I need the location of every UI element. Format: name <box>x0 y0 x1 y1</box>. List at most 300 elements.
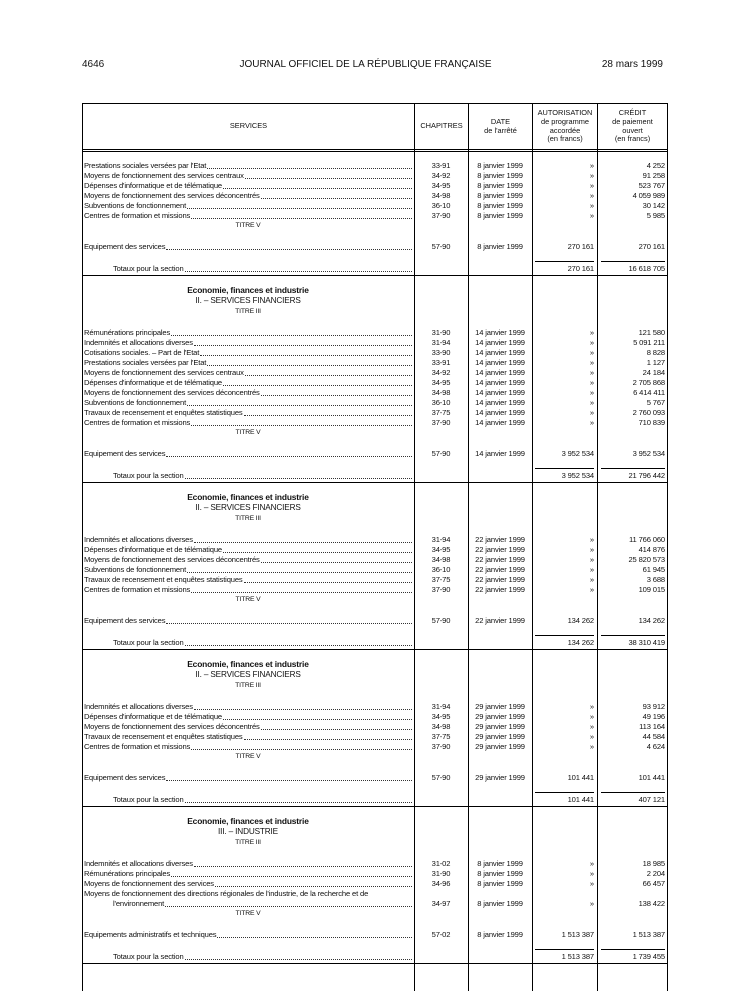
table-row <box>83 722 667 732</box>
credit-cell: 523 767 <box>638 181 665 190</box>
autorisation-total: 134 262 <box>567 638 594 647</box>
chapitre-cell: 34-95 <box>431 712 451 721</box>
credit-cell: 5 985 <box>646 211 665 220</box>
service-text: Centres de formation et missions <box>84 418 191 427</box>
credit-cell: 3 952 534 <box>632 449 665 458</box>
date-cell: 22 janvier 1999 <box>475 535 525 544</box>
section-row <box>83 503 667 513</box>
autorisation-cell: » <box>589 712 594 721</box>
totals-rule <box>601 261 665 262</box>
totals-rule <box>601 468 665 469</box>
autorisation-cell: 134 262 <box>567 616 594 625</box>
service-label <box>84 722 412 732</box>
table-row <box>83 732 667 742</box>
date-cell: 8 janvier 1999 <box>477 161 523 170</box>
chapitre-cell: 57-90 <box>431 773 451 782</box>
page-header <box>0 0 731 80</box>
dot-leader <box>261 191 412 199</box>
autorisation-cell: » <box>589 555 594 564</box>
service-text: Prestations sociales versées par l'Etat <box>84 161 207 170</box>
table-row <box>83 242 667 252</box>
credit-cell: 113 164 <box>639 722 665 731</box>
autorisation-total: 1 513 387 <box>561 952 594 961</box>
autorisation-cell: » <box>589 899 594 908</box>
credit-cell: 6 414 411 <box>633 388 665 397</box>
section-row <box>83 296 667 306</box>
service-label <box>84 535 412 545</box>
chapitre-cell: 37-90 <box>431 742 451 751</box>
ministry-heading: Economie, finances et industrie <box>187 659 309 669</box>
credit-cell: 49 196 <box>642 712 665 721</box>
date-cell: 14 janvier 1999 <box>475 388 525 397</box>
date-cell: 29 janvier 1999 <box>475 712 525 721</box>
autorisation-cell: 270 161 <box>567 242 594 251</box>
section-row <box>83 307 667 317</box>
date-cell: 8 janvier 1999 <box>477 879 523 888</box>
section-heading: II. – SERVICES FINANCIERS <box>195 670 301 679</box>
table-row <box>83 585 667 595</box>
table-row <box>83 575 667 585</box>
credit-cell: 25 820 573 <box>628 555 665 564</box>
date-cell: 29 janvier 1999 <box>475 773 525 782</box>
autorisation-cell: » <box>589 368 594 377</box>
totals-row <box>83 795 667 805</box>
chapitre-cell: 34-98 <box>431 388 451 397</box>
service-text: Cotisations sociales. – Part de l'Etat <box>84 348 200 357</box>
service-text: Moyens de fonctionnement des services déconcentrés <box>84 388 260 397</box>
dot-leader <box>185 638 412 646</box>
service-label <box>113 795 412 805</box>
credit-cell: 5 767 <box>646 398 665 407</box>
section-end-rule <box>83 806 667 807</box>
section-row <box>83 670 667 680</box>
date-cell: 22 janvier 1999 <box>475 575 525 584</box>
ministry-heading: Economie, finances et industrie <box>187 285 309 295</box>
publication-date: 28 mars 1999 <box>601 59 663 70</box>
date-cell: 29 janvier 1999 <box>475 722 525 731</box>
section-row <box>83 681 667 691</box>
autorisation-total: 270 161 <box>567 264 594 273</box>
col-header-date: DATE de l'arrêté <box>484 116 517 135</box>
table-row <box>83 616 667 626</box>
section-end-rule <box>83 482 667 483</box>
dot-leader <box>171 328 412 336</box>
service-label <box>84 348 412 358</box>
date-cell: 8 janvier 1999 <box>477 930 523 939</box>
dot-leader <box>191 742 412 750</box>
service-text: Subventions de fonctionnement <box>84 201 187 210</box>
totals-row <box>83 638 667 648</box>
section-row <box>83 659 667 669</box>
service-label <box>84 879 412 889</box>
section-row <box>83 816 667 826</box>
service-label <box>84 211 412 221</box>
service-label <box>84 418 412 428</box>
service-text: Equipement des services <box>84 773 166 782</box>
table-row <box>83 328 667 338</box>
service-text: Equipement des services <box>84 449 166 458</box>
autorisation-cell: » <box>589 161 594 170</box>
titre-label: TITRE V <box>235 222 261 229</box>
credit-cell: 109 015 <box>638 585 665 594</box>
totals-row <box>83 952 667 962</box>
autorisation-cell: » <box>589 408 594 417</box>
dot-leader <box>166 242 412 250</box>
service-text: Moyens de fonctionnement des services centraux <box>84 171 244 180</box>
credit-cell: 61 945 <box>642 565 665 574</box>
dot-leader <box>171 869 412 877</box>
chapitre-cell: 37-90 <box>431 585 451 594</box>
section-row <box>83 752 667 762</box>
credit-cell: 4 059 989 <box>632 191 665 200</box>
credit-cell: 138 422 <box>638 899 665 908</box>
date-cell: 29 janvier 1999 <box>475 732 525 741</box>
service-text: Travaux de recensement et enquêtes statistiques <box>84 408 243 417</box>
titre-label: TITRE III <box>235 839 261 846</box>
autorisation-cell: » <box>589 575 594 584</box>
dot-leader <box>217 930 412 938</box>
service-label <box>84 565 412 575</box>
service-text: Moyens de fonctionnement des services déconcentrés <box>84 555 260 564</box>
date-cell: 8 janvier 1999 <box>477 242 523 251</box>
table-row <box>83 742 667 752</box>
date-cell: 29 janvier 1999 <box>475 742 525 751</box>
totals-rule <box>601 949 665 950</box>
dot-leader <box>191 211 412 219</box>
section-row <box>83 595 667 605</box>
dot-leader <box>245 368 412 376</box>
credit-cell: 24 184 <box>642 368 665 377</box>
date-cell: 29 janvier 1999 <box>475 702 525 711</box>
credit-cell: 30 142 <box>642 201 665 210</box>
service-label <box>84 191 412 201</box>
autorisation-cell: » <box>589 565 594 574</box>
dot-leader <box>244 575 412 583</box>
autorisation-cell: » <box>589 181 594 190</box>
date-cell: 22 janvier 1999 <box>475 565 525 574</box>
dot-leader <box>244 732 412 740</box>
ministry-heading: Economie, finances et industrie <box>187 816 309 826</box>
chapitre-cell: 31-02 <box>431 859 451 868</box>
dot-leader <box>261 555 412 563</box>
service-text: Dépenses d'informatique et de télématique <box>84 545 222 554</box>
service-label <box>113 264 412 274</box>
service-text: Totaux pour la section <box>113 795 184 804</box>
section-row <box>83 827 667 837</box>
service-label <box>84 338 412 348</box>
dot-leader <box>244 408 412 416</box>
table-row <box>83 191 667 201</box>
dot-leader <box>215 879 412 887</box>
chapitre-cell: 34-98 <box>431 191 451 200</box>
dot-leader <box>185 471 412 479</box>
dot-leader <box>187 565 412 573</box>
autorisation-cell: » <box>589 338 594 347</box>
col-header-autorisation: AUTORISATION de programme accordée (en francs) <box>537 107 593 144</box>
table-row <box>83 211 667 221</box>
chapitre-cell: 33-91 <box>431 358 451 367</box>
service-label <box>84 368 412 378</box>
date-cell: 8 janvier 1999 <box>477 191 523 200</box>
totals-rule <box>535 261 594 262</box>
titre-label: TITRE V <box>235 753 261 760</box>
table-row <box>83 859 667 869</box>
credit-cell: 66 457 <box>642 879 665 888</box>
service-label <box>84 328 412 338</box>
chapitre-cell: 37-75 <box>431 732 451 741</box>
chapitre-cell: 36-10 <box>431 398 451 407</box>
dot-leader <box>261 722 412 730</box>
service-label <box>84 585 412 595</box>
table-row <box>83 161 667 171</box>
section-heading: II. – SERVICES FINANCIERS <box>195 296 301 305</box>
credit-total: 38 310 419 <box>628 638 665 647</box>
date-cell: 14 janvier 1999 <box>475 449 525 458</box>
dot-leader <box>194 702 412 710</box>
date-cell: 22 janvier 1999 <box>475 555 525 564</box>
chapitre-cell: 37-75 <box>431 408 451 417</box>
credit-cell: 4 624 <box>646 742 665 751</box>
autorisation-cell: » <box>589 859 594 868</box>
chapitre-cell: 34-97 <box>431 899 451 908</box>
dot-leader <box>194 535 412 543</box>
service-text: Equipement des services <box>84 242 166 251</box>
service-label <box>113 899 412 909</box>
credit-total: 21 796 442 <box>628 471 665 480</box>
service-label <box>84 388 412 398</box>
autorisation-cell: » <box>589 418 594 427</box>
titre-label: TITRE III <box>235 682 261 689</box>
totals-rule <box>535 468 594 469</box>
autorisation-cell: » <box>589 388 594 397</box>
dot-leader <box>223 181 412 189</box>
chapitre-cell: 34-95 <box>431 378 451 387</box>
credit-cell: 1 513 387 <box>632 930 665 939</box>
table-row <box>83 408 667 418</box>
totals-rule <box>601 792 665 793</box>
dot-leader <box>223 712 412 720</box>
autorisation-cell: » <box>589 879 594 888</box>
service-label <box>84 242 412 252</box>
dot-leader <box>207 358 412 366</box>
section-heading: III. – INDUSTRIE <box>218 827 278 836</box>
service-text: Equipements administratifs et techniques <box>84 930 217 939</box>
service-label <box>84 555 412 565</box>
table-row <box>83 181 667 191</box>
service-text: Rémunérations principales <box>84 869 171 878</box>
service-label <box>84 171 412 181</box>
service-label <box>84 742 412 752</box>
titre-label: TITRE III <box>235 308 261 315</box>
titre-label: TITRE V <box>235 910 261 917</box>
service-text: Centres de formation et missions <box>84 585 191 594</box>
dot-leader <box>191 585 412 593</box>
credit-cell: 2 705 868 <box>632 378 665 387</box>
chapitre-cell: 34-95 <box>431 545 451 554</box>
credits-table <box>82 103 668 991</box>
section-row <box>83 838 667 848</box>
chapitre-cell: 57-90 <box>431 242 451 251</box>
service-label <box>84 732 412 742</box>
dot-leader <box>191 418 412 426</box>
chapitre-cell: 34-96 <box>431 879 451 888</box>
chapitre-cell: 36-10 <box>431 201 451 210</box>
service-label <box>113 471 412 481</box>
dot-leader <box>185 795 412 803</box>
service-text: Travaux de recensement et enquêtes statistiques <box>84 575 243 584</box>
table-row <box>83 535 667 545</box>
chapitre-cell: 34-98 <box>431 722 451 731</box>
dot-leader <box>187 398 412 406</box>
service-text: Moyens de fonctionnement des services <box>84 879 214 888</box>
page-number: 4646 <box>82 59 105 70</box>
autorisation-cell: » <box>589 358 594 367</box>
chapitre-cell: 31-90 <box>431 328 451 337</box>
autorisation-cell: » <box>589 702 594 711</box>
dot-leader <box>245 171 412 179</box>
service-text: Moyens de fonctionnement des services centraux <box>84 368 244 377</box>
date-cell: 14 janvier 1999 <box>475 348 525 357</box>
service-text: Totaux pour la section <box>113 264 184 273</box>
chapitre-cell: 37-75 <box>431 575 451 584</box>
chapitre-cell: 33-91 <box>431 161 451 170</box>
totals-row <box>83 264 667 274</box>
dot-leader <box>185 264 412 272</box>
section-end-rule <box>83 649 667 650</box>
chapitre-cell: 57-90 <box>431 449 451 458</box>
section-heading: II. – SERVICES FINANCIERS <box>195 503 301 512</box>
service-label <box>84 181 412 191</box>
table-body <box>83 104 667 991</box>
autorisation-cell: » <box>589 191 594 200</box>
table-row <box>83 545 667 555</box>
titre-label: TITRE V <box>235 429 261 436</box>
credit-total: 16 618 705 <box>628 264 665 273</box>
date-cell: 8 janvier 1999 <box>477 201 523 210</box>
col-header-services: SERVICES <box>229 121 268 131</box>
service-text: Subventions de fonctionnement <box>84 398 187 407</box>
table-row <box>83 555 667 565</box>
service-text: Subventions de fonctionnement <box>84 565 187 574</box>
autorisation-cell: » <box>589 328 594 337</box>
autorisation-cell: » <box>589 869 594 878</box>
table-row <box>83 348 667 358</box>
dot-leader <box>207 161 412 169</box>
service-text: Dépenses d'informatique et de télématique <box>84 378 222 387</box>
totals-rule <box>535 635 594 636</box>
service-label <box>84 773 412 783</box>
totals-rule <box>535 792 594 793</box>
dot-leader <box>223 545 412 553</box>
credit-cell: 1 127 <box>646 358 665 367</box>
chapitre-cell: 31-94 <box>431 702 451 711</box>
date-cell: 14 janvier 1999 <box>475 398 525 407</box>
credit-cell: 2 204 <box>646 869 665 878</box>
date-cell: 14 janvier 1999 <box>475 418 525 427</box>
credit-cell: 3 688 <box>646 575 665 584</box>
credit-cell: 8 828 <box>646 348 665 357</box>
date-cell: 8 janvier 1999 <box>477 181 523 190</box>
autorisation-cell: » <box>589 535 594 544</box>
service-text: Centres de formation et missions <box>84 742 191 751</box>
service-label <box>84 378 412 388</box>
dot-leader <box>194 859 412 867</box>
service-label <box>84 358 412 368</box>
service-label <box>84 869 412 879</box>
table-row <box>83 879 667 889</box>
chapitre-cell: 57-90 <box>431 616 451 625</box>
titre-label: TITRE III <box>235 515 261 522</box>
table-row <box>83 773 667 783</box>
table-row <box>83 565 667 575</box>
autorisation-cell: » <box>589 732 594 741</box>
date-cell: 22 janvier 1999 <box>475 545 525 554</box>
credit-cell: 121 580 <box>638 328 665 337</box>
table-row <box>83 418 667 428</box>
section-row <box>83 285 667 295</box>
credit-cell: 5 091 211 <box>633 338 665 347</box>
credit-cell: 44 584 <box>642 732 665 741</box>
table-row <box>83 712 667 722</box>
chapitre-cell: 31-94 <box>431 535 451 544</box>
table-row <box>83 338 667 348</box>
section-row <box>83 221 667 231</box>
service-label <box>84 545 412 555</box>
service-label <box>84 201 412 211</box>
service-label <box>84 398 412 408</box>
date-cell: 14 janvier 1999 <box>475 368 525 377</box>
section-row <box>83 889 667 899</box>
totals-row <box>83 471 667 481</box>
table-row <box>83 171 667 181</box>
section-end-rule <box>83 963 667 964</box>
credit-cell: 91 258 <box>642 171 665 180</box>
col-header-chapitres: CHAPITRES <box>420 121 463 131</box>
credit-cell: 93 912 <box>642 702 665 711</box>
dot-leader <box>166 449 412 457</box>
dot-leader <box>261 388 412 396</box>
chapitre-cell: 37-90 <box>431 211 451 220</box>
service-text: l'environnement <box>113 899 165 908</box>
service-label <box>84 859 412 869</box>
date-cell: 22 janvier 1999 <box>475 585 525 594</box>
service-label <box>84 712 412 722</box>
service-label <box>84 161 412 171</box>
dot-leader <box>185 952 412 960</box>
autorisation-cell: » <box>589 348 594 357</box>
credit-cell: 18 985 <box>642 859 665 868</box>
chapitre-cell: 34-92 <box>431 368 451 377</box>
autorisation-cell: 3 952 534 <box>561 449 594 458</box>
table-row <box>83 899 667 909</box>
date-cell: 8 janvier 1999 <box>477 899 523 908</box>
date-cell: 8 janvier 1999 <box>477 859 523 868</box>
date-cell: 8 janvier 1999 <box>477 869 523 878</box>
service-text: Dépenses d'informatique et de télématique <box>84 712 222 721</box>
autorisation-cell: » <box>589 211 594 220</box>
service-text: Indemnités et allocations diverses <box>84 859 193 868</box>
service-label <box>84 408 412 418</box>
table-row <box>83 398 667 408</box>
journal-title: JOURNAL OFFICIEL DE LA RÉPUBLIQUE FRANÇAISE <box>239 59 492 70</box>
service-label <box>113 952 412 962</box>
credit-cell: 2 760 093 <box>632 408 665 417</box>
service-text: Travaux de recensement et enquêtes statistiques <box>84 732 243 741</box>
service-label <box>84 575 412 585</box>
autorisation-total: 3 952 534 <box>561 471 594 480</box>
chapitre-cell: 57-02 <box>431 930 451 939</box>
service-label <box>84 930 412 940</box>
